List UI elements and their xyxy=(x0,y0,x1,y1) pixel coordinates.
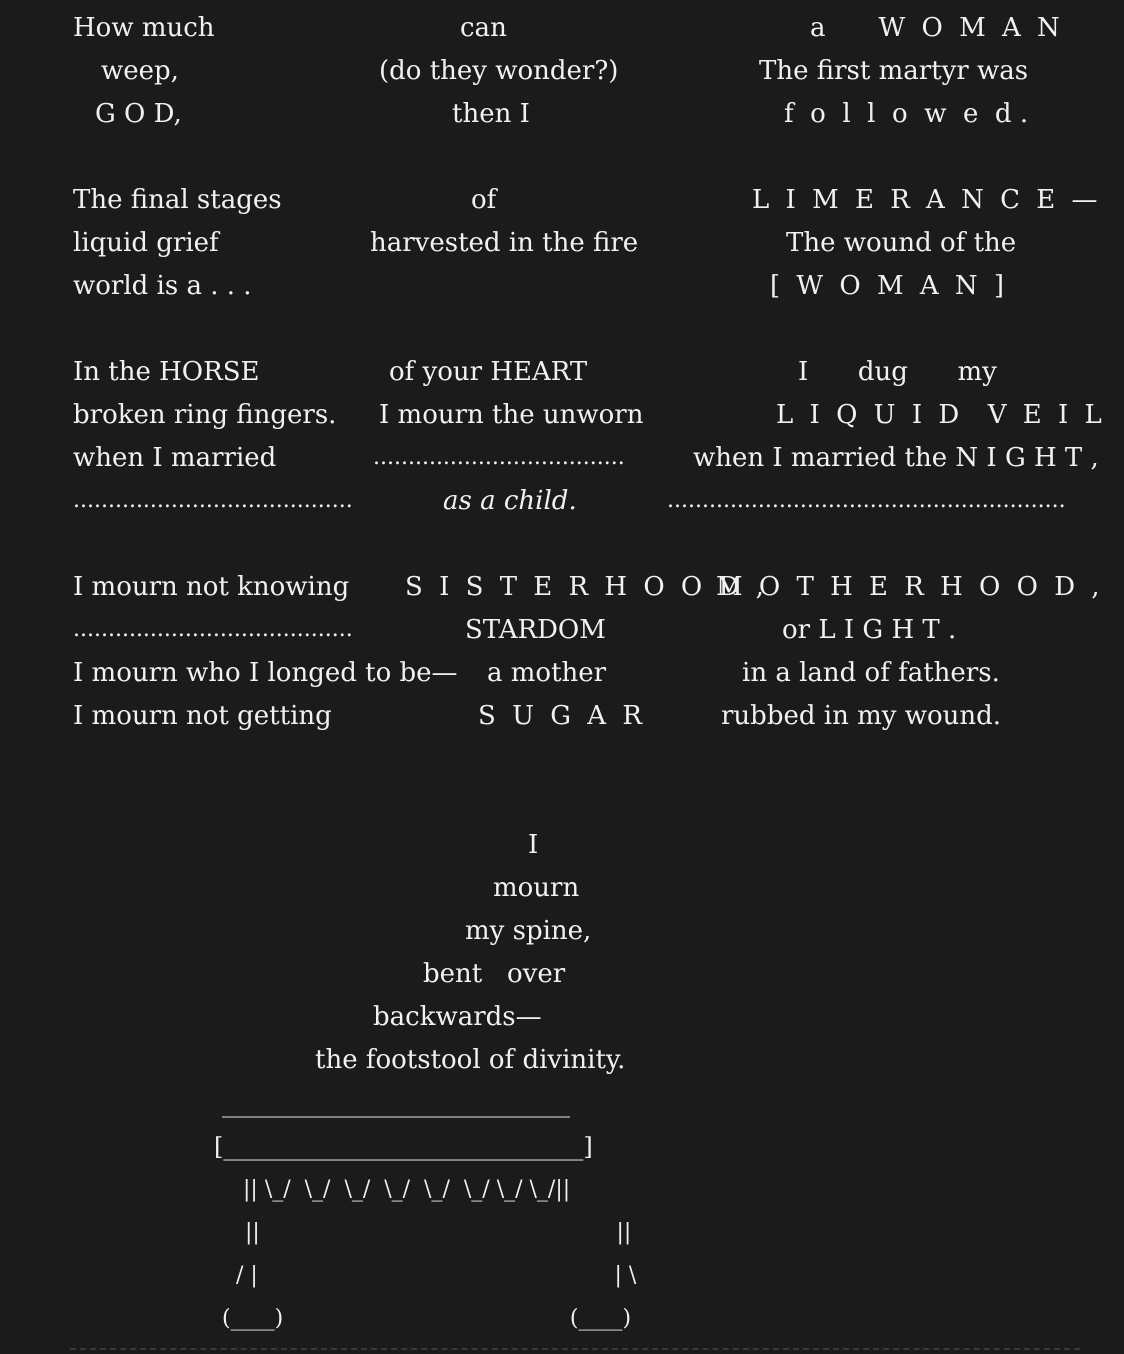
poem-line: G O D, xyxy=(95,99,182,129)
poem-line: harvested in the fire xyxy=(370,228,639,258)
poem-line: my spine, xyxy=(465,916,592,946)
poem-line: I mourn the unworn xyxy=(379,400,644,430)
poem-line: of your HEART xyxy=(389,357,588,387)
poem-line: I mourn not knowing xyxy=(73,572,350,602)
poem-line: I mourn who I longed to be— xyxy=(73,658,458,688)
poem-line: I xyxy=(528,830,539,860)
poem-line: The first martyr was xyxy=(759,56,1029,86)
poem-line: weep, xyxy=(101,56,179,86)
poem-line: The final stages xyxy=(73,185,282,215)
art-line: _____________________________ xyxy=(222,1090,570,1118)
poem-line: when I married the N I G H T , xyxy=(693,443,1099,473)
poem-line: rubbed in my wound. xyxy=(721,701,1001,731)
poem-line: mourn xyxy=(493,873,580,903)
poem-line: of xyxy=(471,185,497,215)
poem-line: I mourn not getting xyxy=(73,701,332,731)
bottom-divider xyxy=(70,1348,1080,1350)
poem-line: bent over xyxy=(423,959,566,989)
poem-line: L I M E R A N C E — xyxy=(752,185,1102,215)
poem-line: a mother xyxy=(487,658,607,688)
art-line: || \_/ \_/ \_/ \_/ \_/ \_/ \_/ \_/|| xyxy=(243,1177,571,1202)
art-line: (____) (____) xyxy=(222,1306,632,1331)
poem-line: S U G A R xyxy=(478,701,646,731)
dotted-line: ......................................................... xyxy=(667,488,1066,513)
poem-line: the footstool of divinity. xyxy=(315,1045,626,1075)
poem-line: S I S T E R H O O D , xyxy=(405,572,768,602)
poem-line: a W O M A N xyxy=(810,13,1064,43)
art-line: / | | \ xyxy=(236,1263,637,1288)
art-line: || || xyxy=(245,1220,632,1245)
poem-line: In the HORSE xyxy=(73,357,260,387)
poem-line: then I xyxy=(452,99,530,129)
poem-line: or L I G H T . xyxy=(782,615,957,645)
dotted-line: ........................................ xyxy=(73,617,353,642)
poem-line: f o l l o w e d . xyxy=(784,99,1029,129)
poem-line: broken ring fingers. xyxy=(73,400,337,430)
poem-line: How much xyxy=(73,13,215,43)
poem-line: in a land of fathers. xyxy=(742,658,1000,688)
dotted-line: ........................................ xyxy=(73,488,353,513)
poem-line: I dug my xyxy=(798,357,997,387)
poem-line: can xyxy=(460,13,507,43)
poem-line: backwards— xyxy=(373,1002,542,1032)
poem-line: (do they wonder?) xyxy=(379,56,619,86)
poem-line: M O T H E R H O O D , xyxy=(716,572,1104,602)
poem-line: The wound of the xyxy=(786,228,1017,258)
art-line: [______________________________] xyxy=(214,1133,593,1161)
dotted-line: .................................... xyxy=(373,445,625,470)
poem-line: as a child. xyxy=(443,486,577,516)
poem-line: L I Q U I D V E I L xyxy=(776,400,1106,430)
poem-line: STARDOM xyxy=(465,615,606,645)
poem-line: liquid grief xyxy=(73,228,219,258)
poem-line: world is a . . . xyxy=(73,271,252,301)
poem-line: [ W O M A N ] xyxy=(770,271,1009,301)
poem-line: when I married xyxy=(73,443,277,473)
